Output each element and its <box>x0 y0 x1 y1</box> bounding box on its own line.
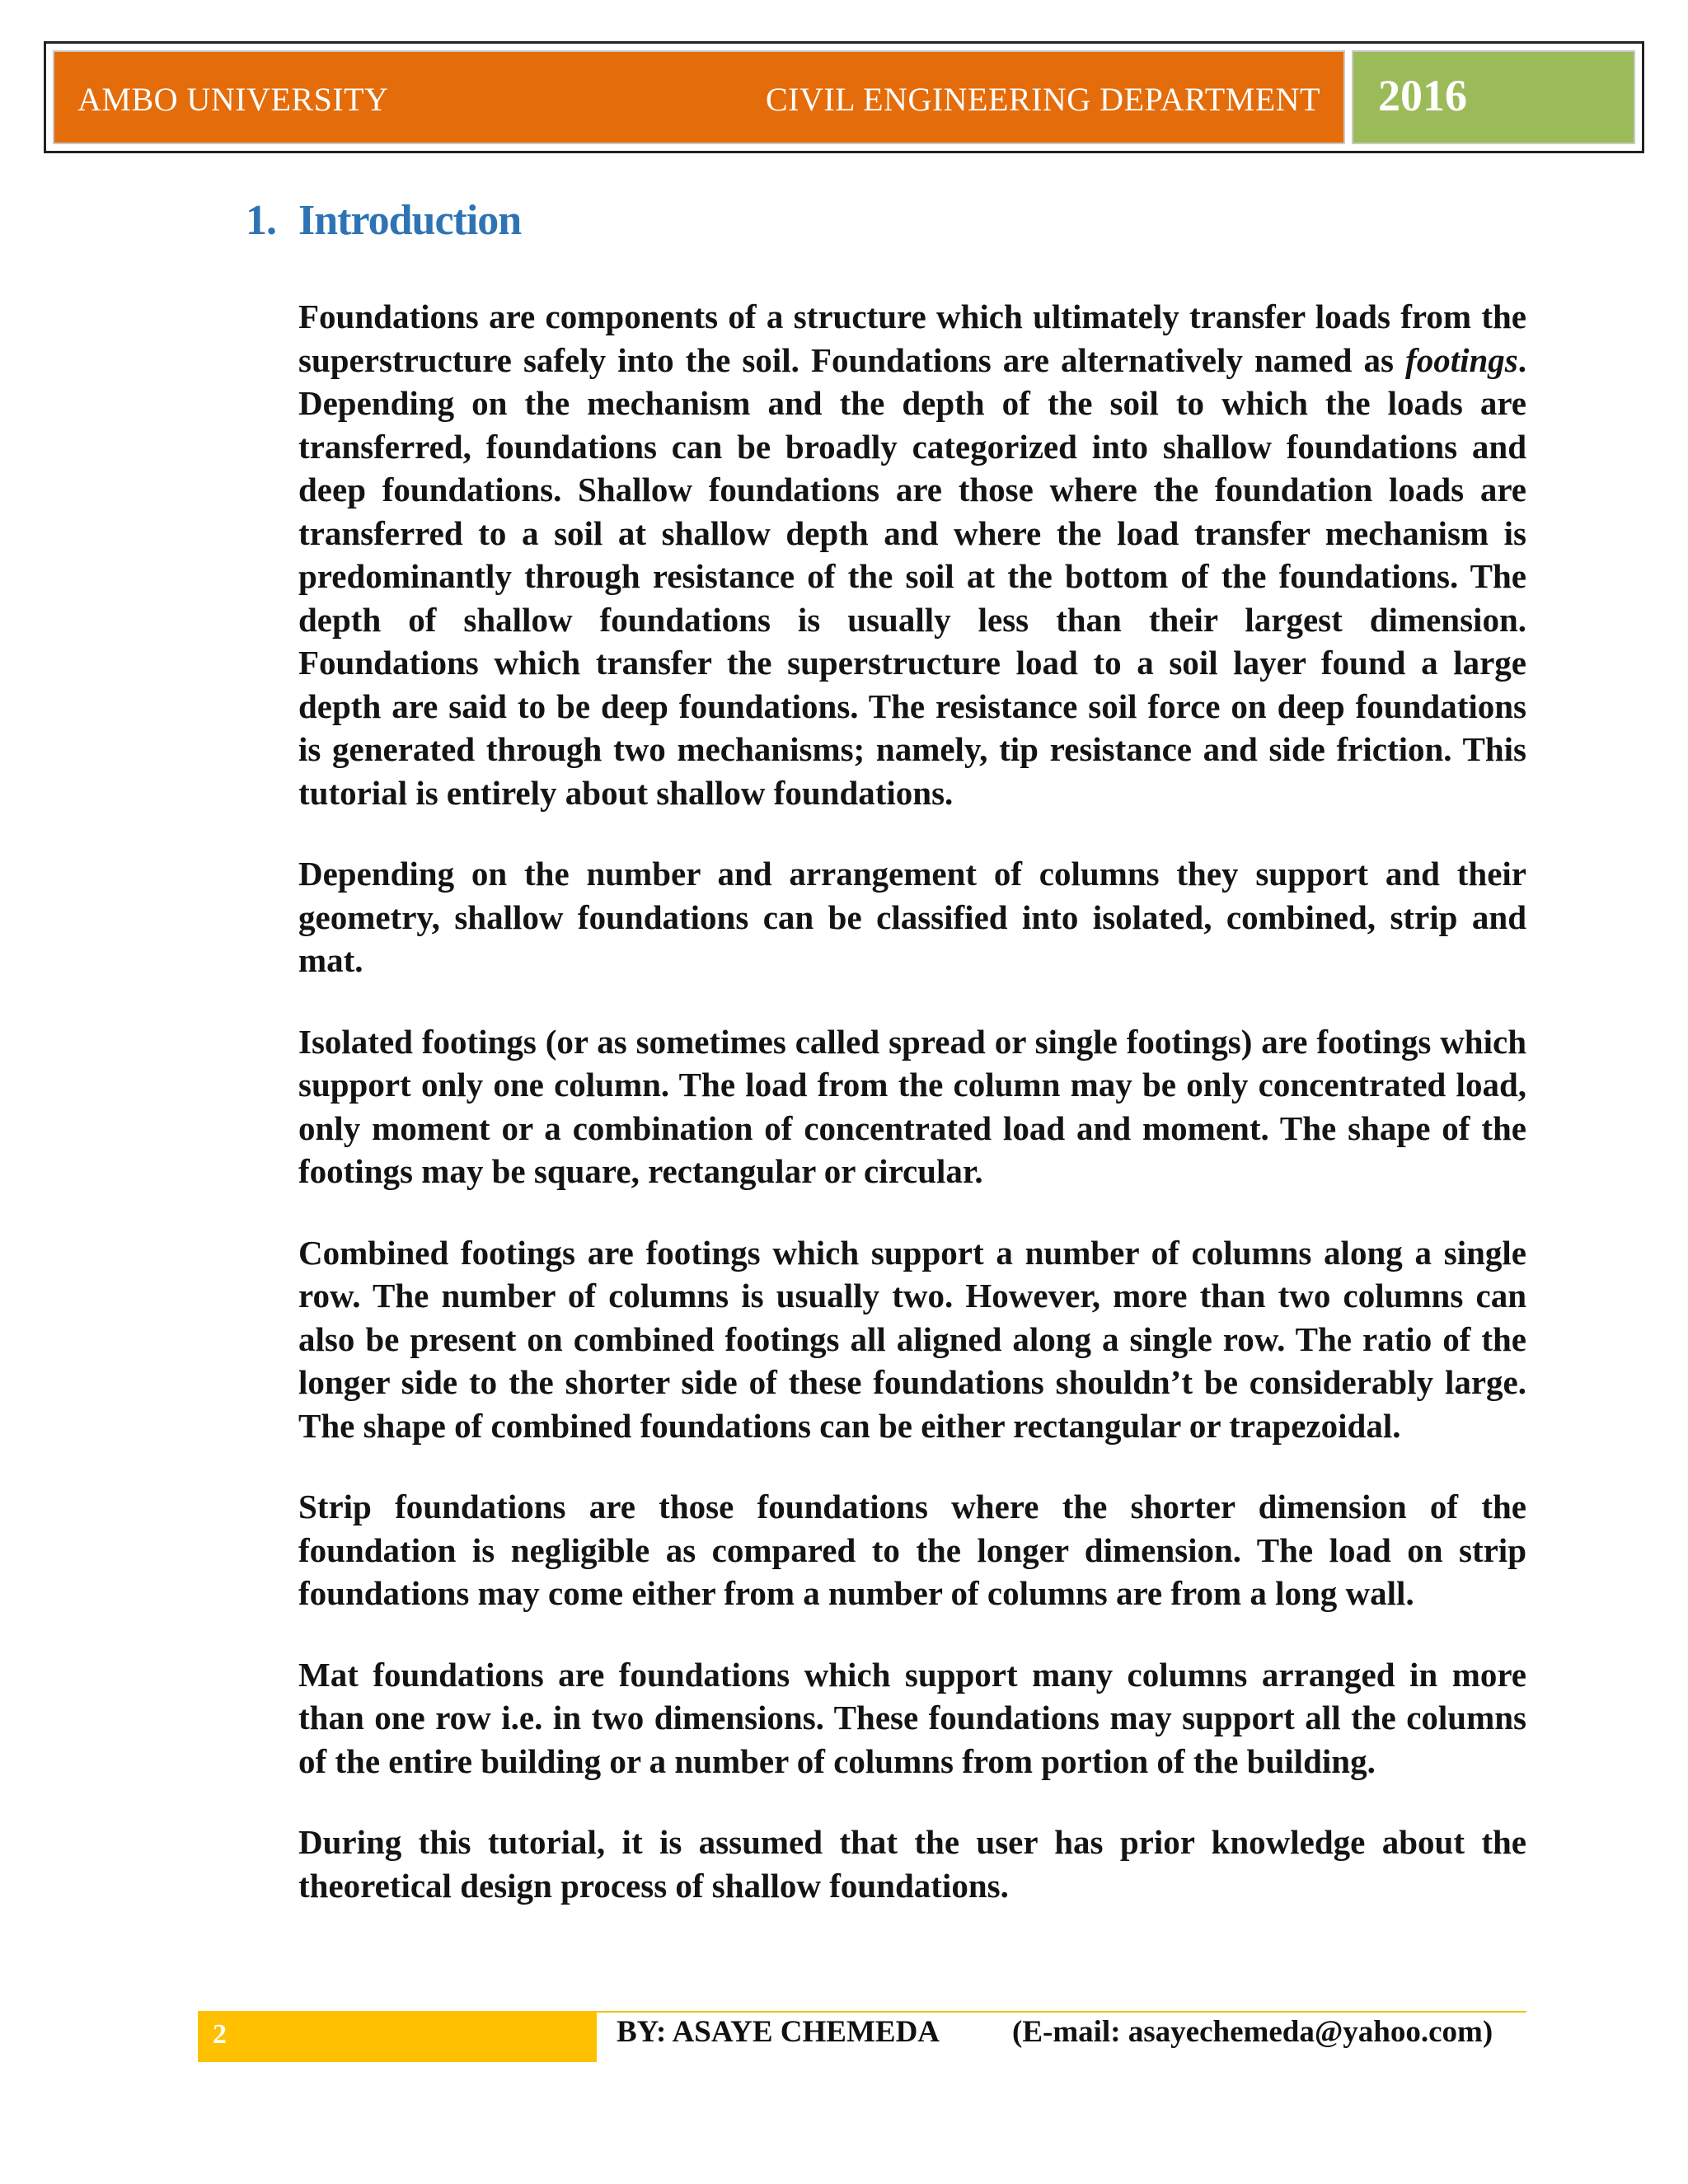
paragraph-text: Foundations are components of a structure which ultimately transfer loads from the superstructure safely into the soil. Foundations are alternatively named as <box>298 298 1526 379</box>
section-heading <box>246 196 521 245</box>
paragraph-isolated-footings: Isolated footings (or as sometimes called spread or single footings) are footings which support only one column. The load from the column may be only concentrated load, only moment or a combination of concentrated load and moment. The shape of the footings may be square, rectangular or circular. <box>298 1022 1526 1190</box>
footer-page-box <box>198 2011 597 2062</box>
paragraph-strip-foundations: Strip foundations are those foundations where the shorter dimension of the foundation is negligible as compared to the longer dimension. The load on strip foundations may come either from a number of columns are from a long wall. <box>298 1488 1526 1612</box>
paragraph-foundations-intro <box>298 295 1526 814</box>
page-header <box>44 41 1644 153</box>
header-year: 2016 <box>1378 71 1467 120</box>
italic-term-footings: footings <box>1405 340 1518 379</box>
page-number: 2 <box>213 2019 227 2050</box>
paragraph-text: . Depending on the mechanism and the depth of the soil to which the loads are transferred, foundations can be broadly categorized into shallow foundations and deep foundations. Shallow foundations are those where the foundation loads are transferred to a soil at shallow depth and where the load transfer mechanism is predominantly through resistance of the soil at the bottom of the foundations. The depth of shallow foundations is usually less than their largest dimension. Foundations which transfer the superstructure load to a soil layer found a large depth are said to be deep foundations. The resistance soil force on deep foundations is generated through two mechanisms; namely, tip resistance and side friction. This tutorial is entirely about shallow foundations. <box>298 340 1526 812</box>
document-body <box>298 295 1526 1945</box>
paragraph-combined-footings: Combined footings are footings which support a number of columns along a single row. The number of columns is usually two. However, more than two columns can also be present on combined footings all aligned along a single row. The ratio of the longer side to the shorter side of these foundations shouldn’t be considerably large. The shape of combined foundations can be either rectangular or trapezoidal. <box>298 1233 1526 1445</box>
footer-email: (E-mail: asayechemeda@yahoo.com) <box>1012 2015 1493 2049</box>
paragraph-mat-foundations: Mat foundations are foundations which support many columns arranged in more than one row i.e. in two dimensions. These foundations may support all the columns of the entire building or a number of columns from portion of the building. <box>298 1655 1526 1780</box>
header-title-bar <box>53 50 1345 144</box>
university-name: AMBO UNIVERSITY <box>77 81 389 118</box>
footer-author: BY: ASAYE CHEMEDA <box>617 2015 940 2049</box>
section-title: Introduction <box>298 197 522 244</box>
section-number: 1. <box>246 197 276 244</box>
header-year-box <box>1352 50 1635 144</box>
paragraph-prior-knowledge: During this tutorial, it is assumed that the user has prior knowledge about the theoretical design process of shallow foundations. <box>298 1823 1526 1905</box>
paragraph-classification: Depending on the number and arrangement of columns they support and their geometry, shallow foundations can be classified into isolated, combined, strip and mat. <box>298 855 1526 979</box>
department-name: CIVIL ENGINEERING DEPARTMENT <box>765 81 1320 118</box>
